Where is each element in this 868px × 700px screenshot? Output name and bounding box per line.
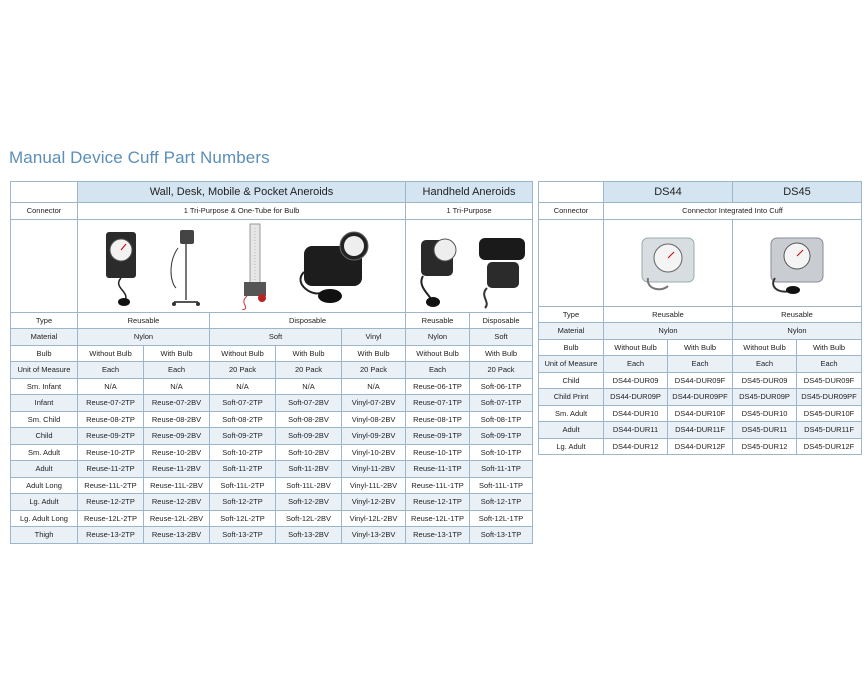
part-number-cell: DS44-DUR09P: [604, 389, 668, 406]
row-label: Child: [539, 372, 604, 389]
row-label: Sm. Adult: [539, 405, 604, 422]
part-number-cell: Soft-12L-1TP: [470, 510, 533, 527]
part-number-cell: Reuse-09-2TP: [78, 428, 144, 445]
uom-cell: 20 Pack: [342, 362, 406, 379]
table-row: [11, 411, 533, 428]
table-row: [11, 510, 533, 527]
material-cell: Soft: [470, 329, 533, 346]
part-number-cell: Reuse-12-2TP: [78, 494, 144, 511]
part-number-cell: Reuse-11L-2BV: [144, 477, 210, 494]
type-cell: Reusable: [78, 312, 210, 329]
part-number-cell: Reuse-11-2BV: [144, 461, 210, 478]
part-number-cell: Soft-11-2TP: [210, 461, 276, 478]
row-label: Thigh: [11, 527, 78, 544]
part-number-cell: DS45-DUR11F: [797, 422, 862, 439]
mobile-stand-image: [171, 230, 200, 306]
table-row: [11, 378, 533, 395]
part-number-cell: Vinyl-08-2BV: [342, 411, 406, 428]
uom-cell: Each: [797, 356, 862, 373]
row-label-bulb: Bulb: [539, 339, 604, 356]
page-title: Manual Device Cuff Part Numbers: [9, 148, 270, 167]
material-cell: Vinyl: [342, 329, 406, 346]
part-number-cell: Reuse-11L-1TP: [406, 477, 470, 494]
table-row: [11, 461, 533, 478]
part-number-cell: Reuse-11-2TP: [78, 461, 144, 478]
table-row: [539, 422, 862, 439]
connector-value: 1 Tri-Purpose: [406, 203, 533, 220]
mercury-column-image: [242, 224, 266, 310]
part-number-cell: Reuse-10-1TP: [406, 444, 470, 461]
row-label: Sm. Infant: [11, 378, 78, 395]
part-number-cell: Soft-06-1TP: [470, 378, 533, 395]
part-number-cell: Soft-08-1TP: [470, 411, 533, 428]
ds44-image: [628, 228, 708, 298]
uom-cell: Each: [406, 362, 470, 379]
aneroid-devices-image: [82, 222, 402, 310]
connector-value: 1 Tri-Purpose & One-Tube for Bulb: [78, 203, 406, 220]
part-number-cell: DS45-DUR09F: [797, 372, 862, 389]
row-label-bulb: Bulb: [11, 345, 78, 362]
part-number-cell: Soft-13-2TP: [210, 527, 276, 544]
part-number-cell: Reuse-12L-2TP: [78, 510, 144, 527]
wall-aneroid-image: [106, 232, 136, 306]
part-number-cell: Soft-12L-2TP: [210, 510, 276, 527]
table-row: [539, 389, 862, 406]
part-number-cell: DS44-DUR09F: [668, 372, 733, 389]
bulb-cell: With Bulb: [668, 339, 733, 356]
part-number-cell: Soft-11L-2BV: [276, 477, 342, 494]
device-image-ds45: [733, 219, 862, 306]
row-label: Sm. Child: [11, 411, 78, 428]
part-number-cell: DS44-DUR12: [604, 438, 668, 455]
part-number-cell: Soft-08-2BV: [276, 411, 342, 428]
table-row: [539, 372, 862, 389]
part-number-cell: Vinyl-10-2BV: [342, 444, 406, 461]
part-number-cell: Vinyl-07-2BV: [342, 395, 406, 412]
part-number-cell: Reuse-07-2TP: [78, 395, 144, 412]
device-images-aneroids: [78, 219, 406, 312]
part-number-cell: DS44-DUR09PF: [668, 389, 733, 406]
group-header-ds44: DS44: [604, 182, 733, 203]
handheld-devices-image: [407, 222, 531, 310]
row-label: Adult: [539, 422, 604, 439]
image-label-cell: [11, 219, 78, 312]
part-number-cell: Reuse-11L-2TP: [78, 477, 144, 494]
uom-cell: Each: [733, 356, 797, 373]
type-cell: Reusable: [406, 312, 470, 329]
uom-cell: 20 Pack: [210, 362, 276, 379]
part-number-cell: N/A: [144, 378, 210, 395]
type-cell: Reusable: [604, 306, 733, 323]
part-number-cell: Soft-09-2TP: [210, 428, 276, 445]
ds45-image: [757, 228, 837, 298]
part-number-cell: DS45-DUR12: [733, 438, 797, 455]
part-number-cell: Soft-10-2BV: [276, 444, 342, 461]
part-number-cell: N/A: [276, 378, 342, 395]
part-number-cell: Soft-08-2TP: [210, 411, 276, 428]
left-parts-table: [10, 181, 533, 544]
device-image-ds44: [604, 219, 733, 306]
part-number-cell: Soft-12-2BV: [276, 494, 342, 511]
part-number-cell: Reuse-07-1TP: [406, 395, 470, 412]
group-header-ds45: DS45: [733, 182, 862, 203]
material-cell: Soft: [210, 329, 342, 346]
row-label: Adult Long: [11, 477, 78, 494]
part-number-cell: Vinyl-13-2BV: [342, 527, 406, 544]
part-number-cell: Soft-11-2BV: [276, 461, 342, 478]
uom-cell: 20 Pack: [276, 362, 342, 379]
uom-cell: 20 Pack: [470, 362, 533, 379]
type-cell: Reusable: [733, 306, 862, 323]
part-number-cell: Reuse-12-1TP: [406, 494, 470, 511]
part-number-cell: Soft-09-2BV: [276, 428, 342, 445]
part-number-cell: Soft-11-1TP: [470, 461, 533, 478]
row-label: Lg. Adult: [539, 438, 604, 455]
part-number-cell: DS45-DUR11: [733, 422, 797, 439]
part-number-cell: Reuse-07-2BV: [144, 395, 210, 412]
row-label-material: Material: [539, 323, 604, 340]
part-number-cell: Soft-11L-2TP: [210, 477, 276, 494]
part-number-cell: N/A: [342, 378, 406, 395]
corner-cell: [11, 182, 78, 203]
part-number-cell: DS45-DUR10: [733, 405, 797, 422]
row-label: Lg. Adult: [11, 494, 78, 511]
part-number-cell: DS44-DUR10: [604, 405, 668, 422]
bulb-cell: With Bulb: [276, 345, 342, 362]
row-label: Lg. Adult Long: [11, 510, 78, 527]
row-label: Child: [11, 428, 78, 445]
bulb-cell: Without Bulb: [78, 345, 144, 362]
table-row: [11, 428, 533, 445]
part-number-cell: Soft-09-1TP: [470, 428, 533, 445]
part-number-cell: Reuse-12L-2BV: [144, 510, 210, 527]
bulb-cell: Without Bulb: [210, 345, 276, 362]
bulb-cell: Without Bulb: [406, 345, 470, 362]
part-number-cell: DS45-DUR10F: [797, 405, 862, 422]
part-number-cell: N/A: [78, 378, 144, 395]
type-cell: Disposable: [470, 312, 533, 329]
part-number-cell: Vinyl-12-2BV: [342, 494, 406, 511]
part-number-cell: Reuse-10-2TP: [78, 444, 144, 461]
row-label-connector: Connector: [11, 203, 78, 220]
part-number-cell: DS45-DUR09P: [733, 389, 797, 406]
part-number-cell: Reuse-09-2BV: [144, 428, 210, 445]
part-number-cell: Soft-10-1TP: [470, 444, 533, 461]
part-number-cell: Soft-13-1TP: [470, 527, 533, 544]
uom-cell: Each: [604, 356, 668, 373]
row-label-uom: Unit of Measure: [11, 362, 78, 379]
material-cell: Nylon: [78, 329, 210, 346]
handheld-aneroid-image: [421, 239, 456, 307]
group-header-aneroids: Wall, Desk, Mobile & Pocket Aneroids: [78, 182, 406, 203]
part-number-cell: Reuse-12-2BV: [144, 494, 210, 511]
part-number-cell: DS44-DUR10F: [668, 405, 733, 422]
corner-cell: [539, 182, 604, 203]
device-images-handheld: [406, 219, 533, 312]
bulb-cell: With Bulb: [797, 339, 862, 356]
table-row: [11, 477, 533, 494]
row-label: Infant: [11, 395, 78, 412]
part-number-cell: Reuse-08-2TP: [78, 411, 144, 428]
part-number-cell: Soft-07-2TP: [210, 395, 276, 412]
part-number-cell: Reuse-09-1TP: [406, 428, 470, 445]
connector-value: Connector Integrated Into Cuff: [604, 203, 862, 220]
part-number-cell: Soft-11L-1TP: [470, 477, 533, 494]
part-number-cell: Reuse-13-1TP: [406, 527, 470, 544]
part-number-cell: DS45-DUR09PF: [797, 389, 862, 406]
part-number-cell: DS44-DUR11F: [668, 422, 733, 439]
part-number-cell: Reuse-12L-1TP: [406, 510, 470, 527]
table-row: [539, 438, 862, 455]
pocket-aneroid-image: [300, 232, 368, 303]
part-number-cell: Reuse-13-2TP: [78, 527, 144, 544]
part-number-cell: Soft-12-2TP: [210, 494, 276, 511]
part-number-cell: Reuse-08-1TP: [406, 411, 470, 428]
part-number-cell: DS44-DUR11: [604, 422, 668, 439]
row-label-type: Type: [539, 306, 604, 323]
row-label: Sm. Adult: [11, 444, 78, 461]
material-cell: Nylon: [733, 323, 862, 340]
row-label-connector: Connector: [539, 203, 604, 220]
row-label-type: Type: [11, 312, 78, 329]
part-number-cell: Soft-10-2TP: [210, 444, 276, 461]
part-number-cell: DS44-DUR09: [604, 372, 668, 389]
image-label-cell: [539, 219, 604, 306]
row-label: Adult: [11, 461, 78, 478]
part-number-cell: Soft-07-1TP: [470, 395, 533, 412]
part-number-cell: Vinyl-12L-2BV: [342, 510, 406, 527]
table-row: [11, 494, 533, 511]
bulb-cell: With Bulb: [144, 345, 210, 362]
part-number-cell: DS45-DUR12F: [797, 438, 862, 455]
part-number-cell: Reuse-11-1TP: [406, 461, 470, 478]
part-number-cell: Reuse-06-1TP: [406, 378, 470, 395]
material-cell: Nylon: [406, 329, 470, 346]
disposable-cuff-image: [479, 238, 525, 308]
right-parts-table: [538, 181, 862, 455]
bulb-cell: With Bulb: [342, 345, 406, 362]
part-number-cell: Soft-07-2BV: [276, 395, 342, 412]
part-number-cell: DS44-DUR12F: [668, 438, 733, 455]
bulb-cell: With Bulb: [470, 345, 533, 362]
part-number-cell: Vinyl-11L-2BV: [342, 477, 406, 494]
group-header-handheld: Handheld Aneroids: [406, 182, 533, 203]
row-label: Child Print: [539, 389, 604, 406]
table-row: [11, 444, 533, 461]
part-number-cell: Reuse-13-2BV: [144, 527, 210, 544]
bulb-cell: Without Bulb: [604, 339, 668, 356]
uom-cell: Each: [78, 362, 144, 379]
uom-cell: Each: [668, 356, 733, 373]
type-cell: Disposable: [210, 312, 406, 329]
part-number-cell: Vinyl-09-2BV: [342, 428, 406, 445]
table-row: [11, 395, 533, 412]
part-number-cell: Soft-13-2BV: [276, 527, 342, 544]
part-number-cell: Reuse-08-2BV: [144, 411, 210, 428]
row-label-uom: Unit of Measure: [539, 356, 604, 373]
row-label-material: Material: [11, 329, 78, 346]
part-number-cell: N/A: [210, 378, 276, 395]
part-number-cell: DS45-DUR09: [733, 372, 797, 389]
table-row: [11, 527, 533, 544]
part-number-cell: Soft-12L-2BV: [276, 510, 342, 527]
uom-cell: Each: [144, 362, 210, 379]
material-cell: Nylon: [604, 323, 733, 340]
bulb-cell: Without Bulb: [733, 339, 797, 356]
table-row: [539, 405, 862, 422]
part-number-cell: Vinyl-11-2BV: [342, 461, 406, 478]
part-number-cell: Reuse-10-2BV: [144, 444, 210, 461]
part-number-cell: Soft-12-1TP: [470, 494, 533, 511]
